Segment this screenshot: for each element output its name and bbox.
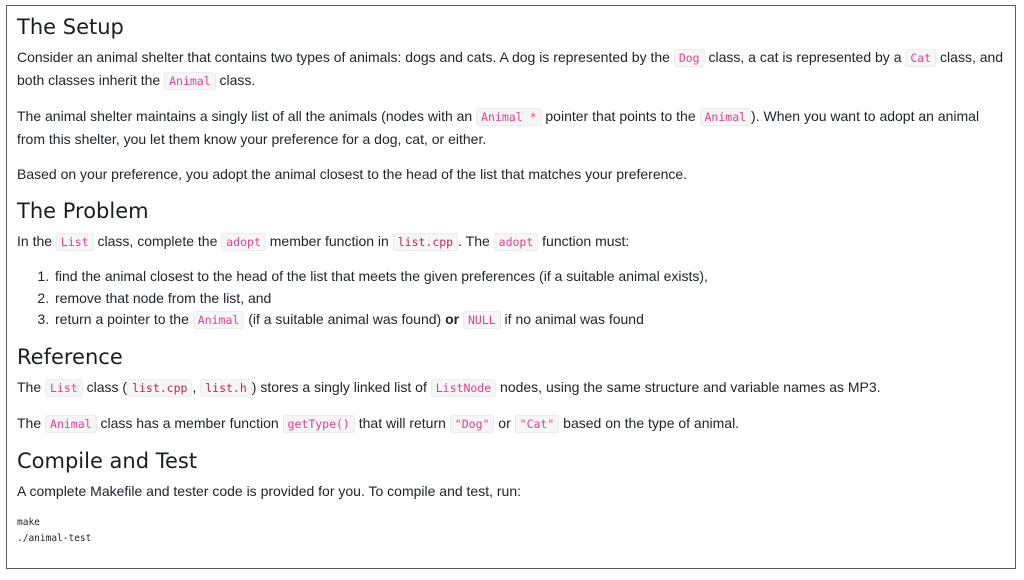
- text: In the: [17, 233, 56, 249]
- text: class (: [82, 378, 128, 395]
- code-list-cpp: list.cpp: [127, 379, 192, 397]
- reference-paragraph-2: [17, 412, 1005, 435]
- setup-heading: The Setup: [17, 15, 124, 39]
- code-null: NULL: [463, 311, 501, 329]
- text: class, and both classes inherit the: [17, 49, 1004, 88]
- code-cat-string: "Cat": [515, 415, 560, 433]
- compile-heading: Compile and Test: [17, 448, 198, 473]
- reference-paragraph-1: [17, 376, 1005, 399]
- document-panel: [6, 5, 1016, 569]
- problem-paragraph: [17, 230, 1005, 253]
- setup-paragraph-3: Based on your preference, you adopt the animal closest to the head of the list that matches your preference.: [17, 166, 688, 182]
- bold-or: or: [445, 311, 460, 327]
- text: that will return: [354, 414, 450, 431]
- reference-heading: Reference: [17, 344, 123, 369]
- setup-paragraph-2: [17, 105, 1005, 150]
- list-item: [53, 309, 1005, 332]
- setup-paragraph-1: [17, 46, 1005, 92]
- text: class has a member function: [96, 414, 283, 431]
- code-dog: Dog: [674, 49, 705, 67]
- text: if no animal was found: [500, 311, 644, 327]
- code-animal: Animal: [164, 72, 216, 90]
- code-adopt: adopt: [221, 233, 266, 251]
- code-listnode: ListNode: [431, 379, 496, 397]
- command-block: [17, 515, 1005, 547]
- code-list: List: [56, 233, 94, 251]
- code-animal: Animal: [700, 108, 752, 126]
- compile-paragraph: A complete Makefile and tester code is provided for you. To compile and test, run:: [17, 482, 522, 499]
- command-run-test: ./animal-test: [17, 532, 92, 544]
- text: ,: [192, 378, 201, 395]
- code-list: List: [45, 379, 83, 397]
- code-animal: Animal: [193, 311, 245, 329]
- text: or: [494, 414, 515, 431]
- text: return a pointer to the: [55, 311, 193, 327]
- text: ). When you want to adopt an animal from this shelter, you let them know your preference for a dog, cat, or either.: [17, 108, 980, 147]
- text: (if a suitable animal was found): [244, 311, 446, 327]
- text: nodes, using the same structure and variable names as MP3.: [496, 378, 881, 395]
- list-item: 1. find the animal closest to the head of the list that meets the given preferences (if a suitable animal exists),: [53, 266, 1005, 288]
- code-dog-string: "Dog": [450, 415, 495, 433]
- text: . The: [458, 233, 494, 249]
- code-cat: Cat: [905, 49, 936, 67]
- text: class.: [215, 72, 256, 88]
- code-list-cpp: list.cpp: [393, 233, 458, 251]
- problem-heading: The Problem: [17, 199, 149, 223]
- text: The animal shelter maintains a singly list of all the animals (nodes with an: [17, 108, 477, 124]
- text: function must:: [538, 233, 630, 249]
- text: The: [17, 414, 46, 431]
- text: class, complete the: [93, 233, 222, 249]
- text: class, a cat is represented by a: [704, 49, 906, 65]
- code-animal-pointer: Animal *: [476, 108, 541, 126]
- text: The: [17, 378, 46, 395]
- command-make: make: [17, 516, 40, 528]
- code-list-h: list.h: [200, 379, 252, 397]
- text: based on the type of animal.: [559, 414, 740, 431]
- code-animal: Animal: [45, 415, 97, 433]
- code-adopt: adopt: [494, 233, 539, 251]
- requirements-list: [17, 266, 1005, 332]
- list-item: 2. remove that node from the list, and: [53, 288, 1005, 310]
- text: member function in: [265, 233, 393, 249]
- code-gettype: getType(): [283, 415, 355, 433]
- text: Consider an animal shelter that contains two types of animals: dogs and cats. A dog is represented by the: [17, 49, 674, 65]
- text: pointer that points to the: [541, 108, 700, 124]
- text: ) stores a singly linked list of: [251, 378, 431, 395]
